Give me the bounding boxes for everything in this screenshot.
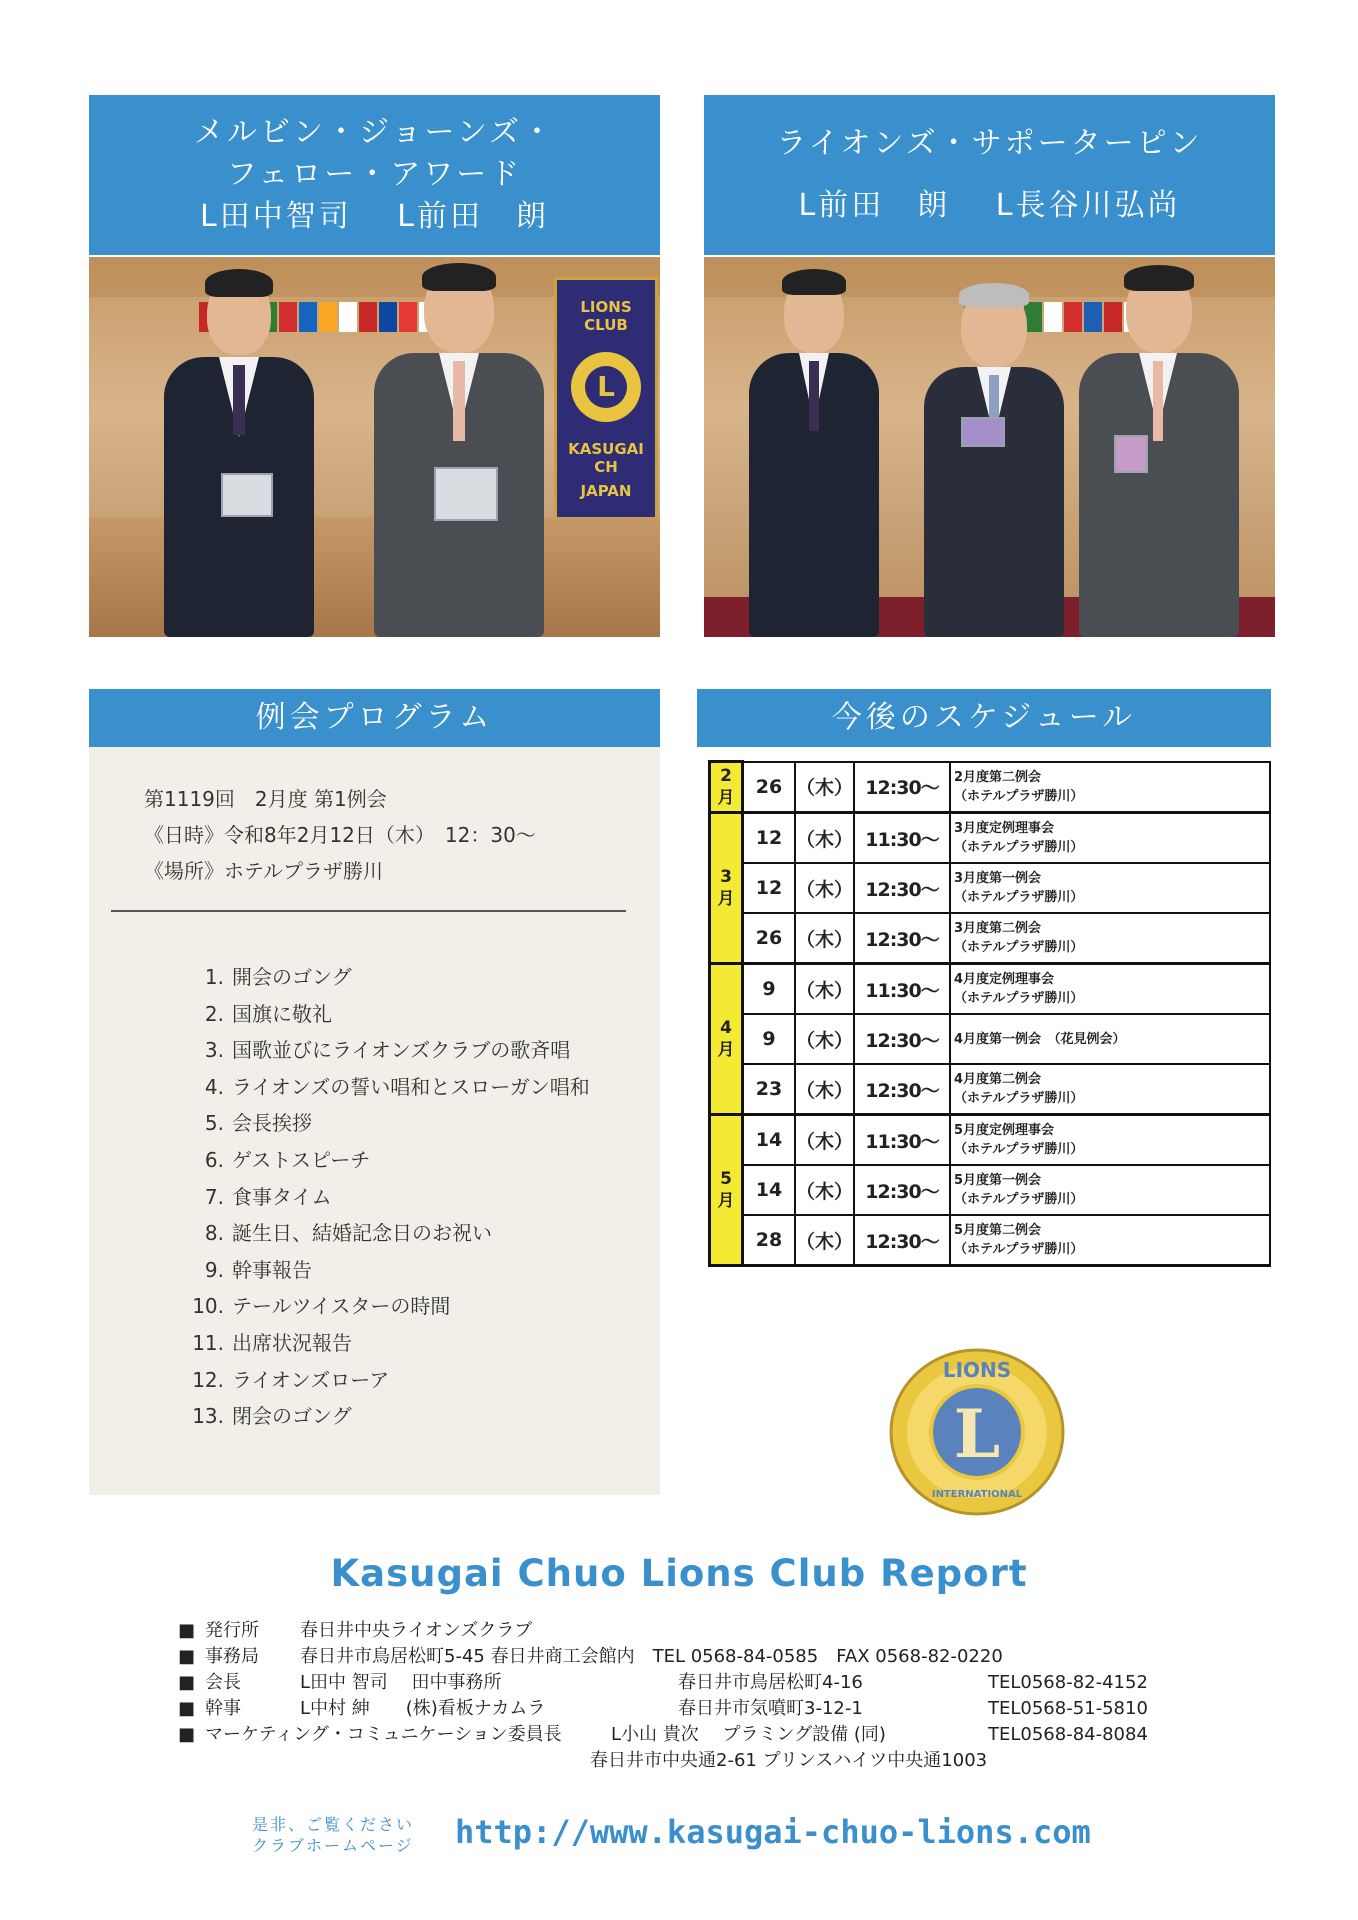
- label-marketing-chair: マーケティング・コミュニケーション委員長: [205, 1724, 562, 1745]
- schedule-month-cell: 5 月: [710, 1115, 743, 1266]
- program-item: [184, 1032, 590, 1069]
- schedule-day: 9: [743, 964, 796, 1015]
- meeting-datetime: 《日時》令和8年2月12日（木） 12：30～: [144, 823, 536, 847]
- supporter-pin-panel-header: [704, 95, 1275, 255]
- schedule-row: [710, 1064, 1271, 1115]
- schedule-day: 12: [743, 863, 796, 913]
- program-item-text: 出席状況報告: [232, 1330, 352, 1355]
- supporter-pin-photo: [704, 257, 1275, 637]
- program-item-number: 12.: [192, 1367, 224, 1392]
- report-title: Kasugai Chuo Lions Club Report: [330, 1552, 1028, 1595]
- program-item-number: 10.: [192, 1294, 224, 1319]
- schedule-weekday: （木）: [795, 1115, 854, 1166]
- program-item: [184, 1179, 590, 1216]
- schedule-event: [950, 762, 1270, 813]
- program-item: [184, 1215, 590, 1252]
- award-title-line-2: フェロー・アワード: [226, 157, 523, 192]
- schedule-event-title: 4月度定例理事会: [954, 972, 1055, 987]
- schedule-row: [710, 1014, 1271, 1064]
- schedule-time: 12:30～: [854, 762, 950, 813]
- schedule-day: 23: [743, 1064, 796, 1115]
- meeting-number: 第1119回 2月度 第1例会: [144, 787, 387, 811]
- schedule-weekday: （木）: [795, 1064, 854, 1115]
- secretary-address: 春日井市気噴町3-12-1: [678, 1698, 863, 1719]
- schedule-row: [710, 1115, 1271, 1166]
- label-president: 会長: [205, 1672, 241, 1693]
- divider: [111, 910, 626, 912]
- program-section-header: 例会プログラム: [89, 689, 660, 747]
- schedule-event: [950, 1014, 1270, 1064]
- program-list: [184, 959, 590, 1435]
- program-item-number: 3.: [204, 1038, 224, 1063]
- label-publisher: 発行所: [205, 1620, 259, 1641]
- schedule-event-place: （ホテルプラザ勝川）: [954, 788, 1084, 804]
- schedule-time: 11:30～: [854, 964, 950, 1015]
- schedule-time: 11:30～: [854, 813, 950, 864]
- schedule-event-title: 5月度第一例会: [954, 1173, 1042, 1188]
- program-item-text: ゲストスピーチ: [232, 1147, 371, 1172]
- schedule-event: [950, 913, 1270, 964]
- schedule-event-title: 5月度第二例会: [954, 1223, 1042, 1238]
- person-center: [919, 257, 1069, 637]
- person-left: [744, 257, 884, 637]
- schedule-event-place: （ホテルプラザ勝川）: [954, 1091, 1084, 1106]
- program-item-text: 国旗に敬礼: [232, 1001, 332, 1026]
- schedule-month-cell: 2 月: [710, 762, 743, 813]
- program-item-number: 5.: [204, 1111, 224, 1136]
- meeting-venue: 《場所》ホテルプラザ勝川: [144, 859, 383, 883]
- schedule-weekday: （木）: [795, 813, 854, 864]
- person-right: [364, 257, 554, 637]
- office-value: 春日井市鳥居松町5-45 春日井商工会館内 TEL 0568-84-0585 FAX 0568-82-0220: [300, 1646, 1003, 1667]
- schedule-event-title: 3月度第二例会: [954, 921, 1042, 936]
- schedule-event-title: 4月度第一例会 （花見例会）: [954, 1031, 1126, 1047]
- label-office: 事務局: [205, 1646, 259, 1667]
- program-item-number: 6.: [204, 1147, 224, 1172]
- schedule-event-title: 5月度定例理事会: [954, 1123, 1055, 1138]
- schedule-time: 12:30～: [854, 863, 950, 913]
- schedule-event: [950, 964, 1270, 1015]
- logo-bottom-text: INTERNATIONAL: [931, 1489, 1023, 1500]
- label-secretary: 幹事: [205, 1698, 241, 1719]
- marketing-chair-tel: TEL0568-84-8084: [988, 1724, 1148, 1745]
- program-item-number: 11.: [192, 1330, 224, 1355]
- schedule-event-title: 2月度第二例会: [954, 769, 1042, 785]
- program-item: [184, 959, 590, 996]
- president-value: L田中 智司 田中事務所: [300, 1672, 502, 1693]
- schedule-row: [710, 1165, 1271, 1215]
- schedule-day: 9: [743, 1014, 796, 1064]
- schedule-day: 28: [743, 1215, 796, 1266]
- program-item: [184, 996, 590, 1033]
- secretary-tel: TEL0568-51-5810: [988, 1698, 1148, 1719]
- person-right: [1074, 257, 1244, 637]
- schedule-month-cell: 3 月: [710, 813, 743, 964]
- schedule-event-title: 3月度定例理事会: [954, 821, 1055, 836]
- schedule-event: [950, 1064, 1270, 1115]
- schedule-event-place: （ホテルプラザ勝川）: [954, 940, 1084, 955]
- person-left: [149, 257, 329, 637]
- schedule-day: 12: [743, 813, 796, 864]
- schedule-event: [950, 1215, 1270, 1266]
- schedule-time: 12:30～: [854, 913, 950, 964]
- schedule-row: [710, 913, 1271, 964]
- schedule-event-place: （ホテルプラザ勝川）: [954, 1192, 1084, 1207]
- marketing-chair-address: 春日井市中央通2-61 プリンスハイツ中央通1003: [590, 1750, 988, 1771]
- schedule-event-title: 4月度第二例会: [954, 1072, 1042, 1087]
- program-item-number: 13.: [192, 1404, 224, 1429]
- secretary-value: L中村 紳 (株)看板ナカムラ: [300, 1698, 546, 1719]
- schedule-event-place: （ホテルプラザ勝川）: [954, 991, 1084, 1006]
- program-box: [89, 747, 660, 1495]
- program-item-number: 4.: [204, 1074, 224, 1099]
- program-item-number: 2.: [204, 1001, 224, 1026]
- lions-club-banner: LIONS CLUB L KASUGAI CH JAPAN: [554, 277, 658, 547]
- program-item-text: テールツイスターの時間: [232, 1294, 451, 1319]
- lions-international-logo: [888, 1347, 1066, 1517]
- program-item: [184, 1398, 590, 1435]
- program-item-text: 閉会のゴング: [232, 1404, 352, 1429]
- program-item-text: ライオンズローア: [232, 1367, 390, 1392]
- program-item-number: 7.: [204, 1184, 224, 1209]
- schedule-weekday: （木）: [795, 913, 854, 964]
- schedule-weekday: （木）: [795, 1215, 854, 1266]
- homepage-link[interactable]: http://www.kasugai-chuo-lions.com: [455, 1813, 1091, 1851]
- club-info-block: ■ 発行所 春日井中央ライオンズクラブ ■ 事務局 春日井市鳥居松町5-45 春日井商工会館内 TEL 0568-84-0585 FAX 0568-82-0220 ■ 会長 L田中 智司 田中事務所 春日井市鳥居松町4-16 TEL0568-82-4152 ■ 幹事 L中村 紳 (株)看板ナカムラ 春日井市気噴町3-12-1 TEL0568-51-5810 ■ マーケティング・コミュニケーション委員長 L小山 貴次 プラミング設備 (同) TEL0568-84-8084 春日井市中央通2-61 プリンスハイツ中央通1003: [178, 1618, 1178, 1778]
- schedule-weekday: （木）: [795, 964, 854, 1015]
- program-item: [184, 1252, 590, 1289]
- schedule-table-wrapper: [708, 760, 1271, 1267]
- schedule-weekday: （木）: [795, 863, 854, 913]
- program-item-text: 国歌並びにライオンズクラブの歌斉唱: [232, 1038, 571, 1063]
- homepage-note: 是非、ご覧ください クラブホームページ: [252, 1815, 415, 1855]
- schedule-row: [710, 762, 1271, 813]
- president-tel: TEL0568-82-4152: [988, 1672, 1148, 1693]
- schedule-weekday: （木）: [795, 1165, 854, 1215]
- schedule-time: 12:30～: [854, 1014, 950, 1064]
- schedule-row: [710, 863, 1271, 913]
- marketing-chair-value: L小山 貴次 プラミング設備 (同): [611, 1724, 886, 1745]
- program-item-number: 8.: [204, 1221, 224, 1246]
- schedule-table: [708, 760, 1271, 1267]
- award-names: L田中智司 L前田 朗: [200, 199, 549, 234]
- program-item: [184, 1105, 590, 1142]
- schedule-event-place: （ホテルプラザ勝川）: [954, 890, 1084, 905]
- schedule-event-title: 3月度第一例会: [954, 871, 1042, 886]
- program-item: [184, 1325, 590, 1362]
- program-item-text: ライオンズの誓い唱和とスローガン唱和: [232, 1074, 590, 1099]
- schedule-event-place: （ホテルプラザ勝川）: [954, 1242, 1084, 1257]
- schedule-time: 11:30～: [854, 1115, 950, 1166]
- award-panel-header: [89, 95, 660, 255]
- award-photo: [89, 257, 660, 637]
- program-item-text: 会長挨拶: [232, 1111, 312, 1136]
- program-item: [184, 1288, 590, 1325]
- schedule-event: [950, 863, 1270, 913]
- president-address: 春日井市鳥居松町4-16: [678, 1672, 863, 1693]
- schedule-day: 26: [743, 762, 796, 813]
- program-item-number: 1.: [204, 965, 224, 989]
- schedule-event: [950, 1165, 1270, 1215]
- award-title-line-1: メルビン・ジョーンズ・: [194, 115, 555, 150]
- program-item: [184, 1069, 590, 1106]
- schedule-day: 14: [743, 1165, 796, 1215]
- meeting-info: [144, 781, 536, 889]
- schedule-day: 14: [743, 1115, 796, 1166]
- program-item-text: 食事タイム: [232, 1184, 332, 1209]
- program-item-text: 誕生日、結婚記念日のお祝い: [232, 1221, 492, 1246]
- program-item: [184, 1362, 590, 1399]
- publisher-value: 春日井中央ライオンズクラブ: [300, 1620, 533, 1641]
- supporter-pin-title: ライオンズ・サポーターピン: [776, 126, 1203, 161]
- schedule-time: 12:30～: [854, 1064, 950, 1115]
- schedule-row: [710, 964, 1271, 1015]
- schedule-day: 26: [743, 913, 796, 964]
- schedule-event: [950, 1115, 1270, 1166]
- schedule-event: [950, 813, 1270, 864]
- program-item-text: 開会のゴング: [232, 965, 352, 989]
- logo-letter: L: [953, 1395, 1001, 1473]
- program-item: [184, 1142, 590, 1179]
- schedule-time: 12:30～: [854, 1215, 950, 1266]
- schedule-weekday: （木）: [795, 1014, 854, 1064]
- program-item-number: 9.: [204, 1257, 224, 1282]
- schedule-section-header: 今後のスケジュール: [697, 689, 1271, 747]
- logo-top-text: LIONS: [942, 1358, 1012, 1382]
- schedule-row: [710, 813, 1271, 864]
- schedule-row: [710, 1215, 1271, 1266]
- schedule-time: 12:30～: [854, 1165, 950, 1215]
- schedule-month-cell: 4 月: [710, 964, 743, 1115]
- supporter-pin-names: L前田 朗 L長谷川弘尚: [798, 188, 1181, 223]
- schedule-weekday: （木）: [795, 762, 854, 813]
- program-item-text: 幹事報告: [232, 1257, 312, 1282]
- schedule-event-place: （ホテルプラザ勝川）: [954, 840, 1084, 855]
- schedule-event-place: （ホテルプラザ勝川）: [954, 1142, 1084, 1157]
